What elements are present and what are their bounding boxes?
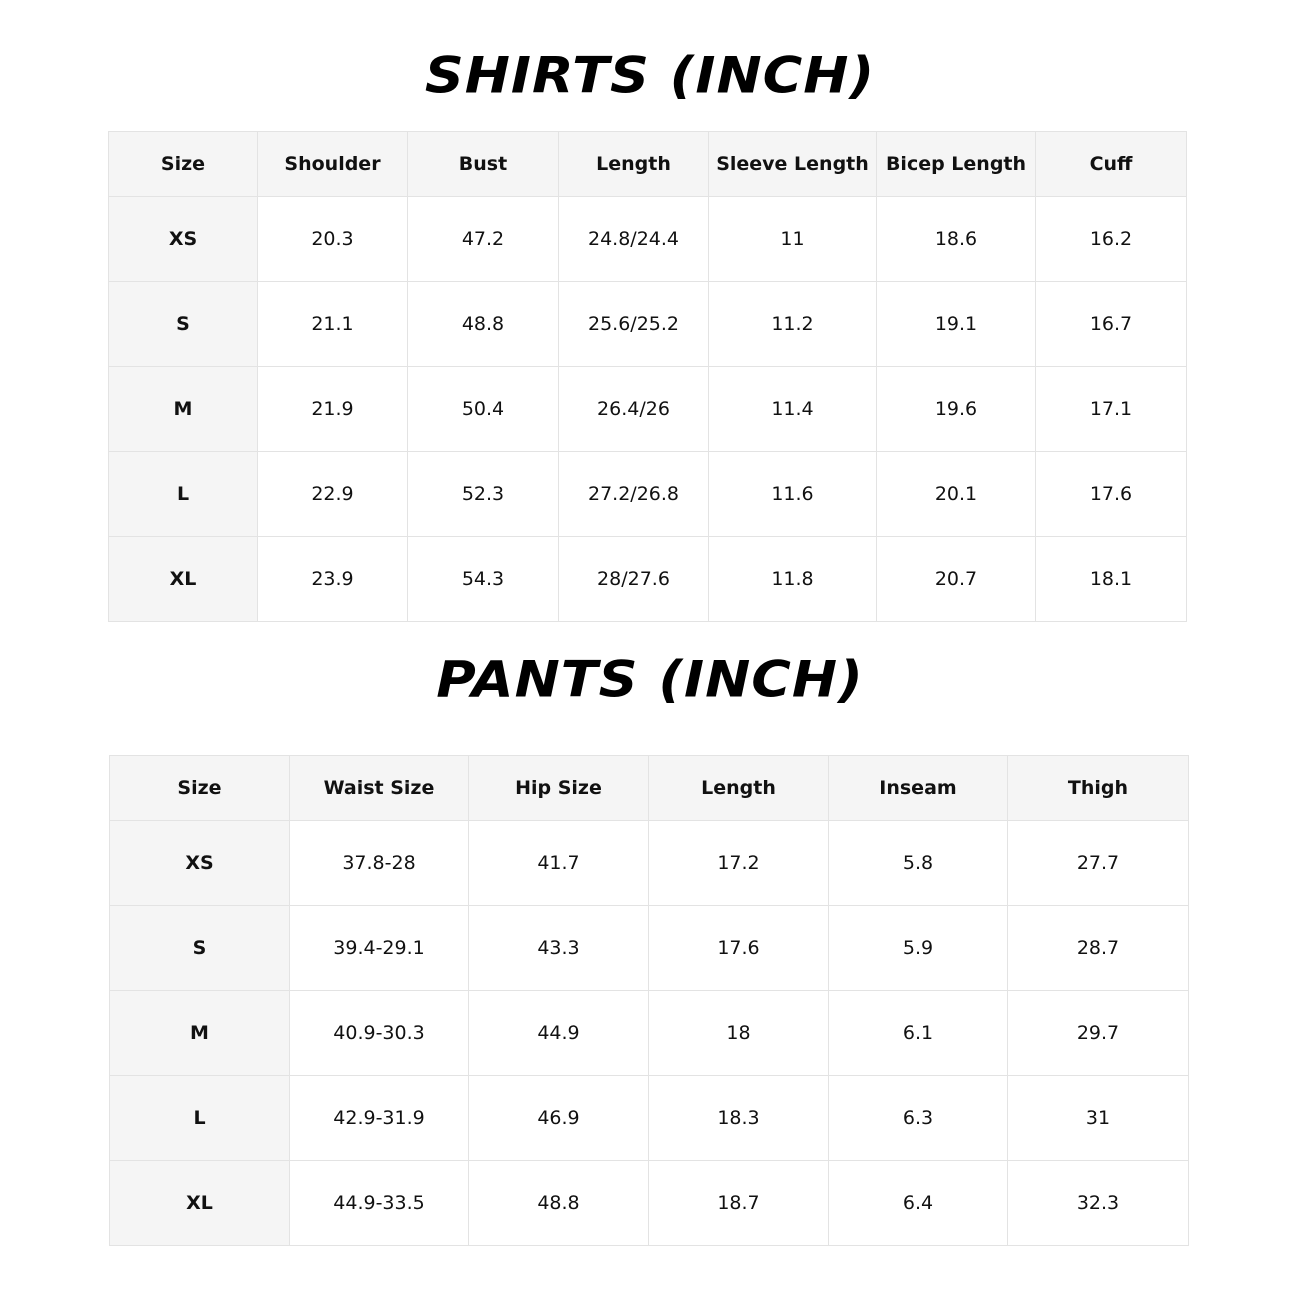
header-hip-size: Hip Size xyxy=(469,756,649,821)
table-cell: 11.2 xyxy=(709,282,877,367)
table-cell: 31 xyxy=(1008,1076,1189,1161)
table-row xyxy=(110,821,1189,906)
table-header-row xyxy=(109,132,1187,197)
table-cell: 54.3 xyxy=(408,537,559,622)
table-cell: 22.9 xyxy=(258,452,408,537)
table-cell: 21.1 xyxy=(258,282,408,367)
table-cell: 42.9-31.9 xyxy=(290,1076,469,1161)
table-row xyxy=(109,452,1187,537)
table-cell: 17.6 xyxy=(1036,452,1187,537)
table-row xyxy=(110,1076,1189,1161)
table-cell: 16.7 xyxy=(1036,282,1187,367)
size-label: L xyxy=(109,452,258,537)
table-cell: 24.8/24.4 xyxy=(559,197,709,282)
table-cell: 5.8 xyxy=(829,821,1008,906)
table-cell: 21.9 xyxy=(258,367,408,452)
table-cell: 39.4-29.1 xyxy=(290,906,469,991)
table-cell: 6.4 xyxy=(829,1161,1008,1246)
header-inseam: Inseam xyxy=(829,756,1008,821)
table-cell: 27.2/26.8 xyxy=(559,452,709,537)
table-cell: 5.9 xyxy=(829,906,1008,991)
table-cell: 18.1 xyxy=(1036,537,1187,622)
table-cell: 50.4 xyxy=(408,367,559,452)
table-cell: 28.7 xyxy=(1008,906,1189,991)
table-cell: 44.9-33.5 xyxy=(290,1161,469,1246)
table-cell: 23.9 xyxy=(258,537,408,622)
table-cell: 32.3 xyxy=(1008,1161,1189,1246)
table-cell: 44.9 xyxy=(469,991,649,1076)
table-cell: 19.1 xyxy=(877,282,1036,367)
header-cuff: Cuff xyxy=(1036,132,1187,197)
table-row xyxy=(109,367,1187,452)
header-size: Size xyxy=(110,756,290,821)
table-cell: 16.2 xyxy=(1036,197,1187,282)
header-size: Size xyxy=(109,132,258,197)
table-header-row xyxy=(110,756,1189,821)
pants-title: PANTS (INCH) xyxy=(436,650,864,709)
table-cell: 47.2 xyxy=(408,197,559,282)
table-cell: 28/27.6 xyxy=(559,537,709,622)
header-length: Length xyxy=(559,132,709,197)
table-cell: 6.3 xyxy=(829,1076,1008,1161)
table-cell: 18 xyxy=(649,991,829,1076)
table-cell: 25.6/25.2 xyxy=(559,282,709,367)
table-row xyxy=(110,1161,1189,1246)
table-cell: 40.9-30.3 xyxy=(290,991,469,1076)
header-waist-size: Waist Size xyxy=(290,756,469,821)
size-label: XS xyxy=(110,821,290,906)
table-cell: 20.1 xyxy=(877,452,1036,537)
pants-size-table xyxy=(109,755,1189,1246)
size-label: L xyxy=(110,1076,290,1161)
table-row xyxy=(109,197,1187,282)
size-label: M xyxy=(109,367,258,452)
table-cell: 18.6 xyxy=(877,197,1036,282)
table-row xyxy=(110,906,1189,991)
table-cell: 43.3 xyxy=(469,906,649,991)
size-label: S xyxy=(110,906,290,991)
header-length: Length xyxy=(649,756,829,821)
table-cell: 11.6 xyxy=(709,452,877,537)
table-cell: 46.9 xyxy=(469,1076,649,1161)
table-cell: 48.8 xyxy=(408,282,559,367)
size-label: XS xyxy=(109,197,258,282)
table-cell: 17.1 xyxy=(1036,367,1187,452)
table-cell: 27.7 xyxy=(1008,821,1189,906)
table-cell: 18.3 xyxy=(649,1076,829,1161)
table-row xyxy=(110,991,1189,1076)
size-label: XL xyxy=(110,1161,290,1246)
size-label: XL xyxy=(109,537,258,622)
table-cell: 41.7 xyxy=(469,821,649,906)
table-cell: 17.6 xyxy=(649,906,829,991)
table-cell: 48.8 xyxy=(469,1161,649,1246)
table-cell: 37.8-28 xyxy=(290,821,469,906)
size-label: M xyxy=(110,991,290,1076)
table-cell: 19.6 xyxy=(877,367,1036,452)
header-bust: Bust xyxy=(408,132,559,197)
shirts-size-table xyxy=(108,131,1187,622)
table-cell: 11.8 xyxy=(709,537,877,622)
header-bicep-length: Bicep Length xyxy=(877,132,1036,197)
header-sleeve-length: Sleeve Length xyxy=(709,132,877,197)
table-cell: 17.2 xyxy=(649,821,829,906)
size-label: S xyxy=(109,282,258,367)
table-cell: 18.7 xyxy=(649,1161,829,1246)
table-row xyxy=(109,537,1187,622)
table-cell: 11.4 xyxy=(709,367,877,452)
table-cell: 6.1 xyxy=(829,991,1008,1076)
shirts-title: SHIRTS (INCH) xyxy=(424,46,876,105)
table-row xyxy=(109,282,1187,367)
table-cell: 20.3 xyxy=(258,197,408,282)
table-cell: 29.7 xyxy=(1008,991,1189,1076)
table-cell: 11 xyxy=(709,197,877,282)
header-shoulder: Shoulder xyxy=(258,132,408,197)
table-cell: 52.3 xyxy=(408,452,559,537)
header-thigh: Thigh xyxy=(1008,756,1189,821)
table-cell: 20.7 xyxy=(877,537,1036,622)
table-cell: 26.4/26 xyxy=(559,367,709,452)
